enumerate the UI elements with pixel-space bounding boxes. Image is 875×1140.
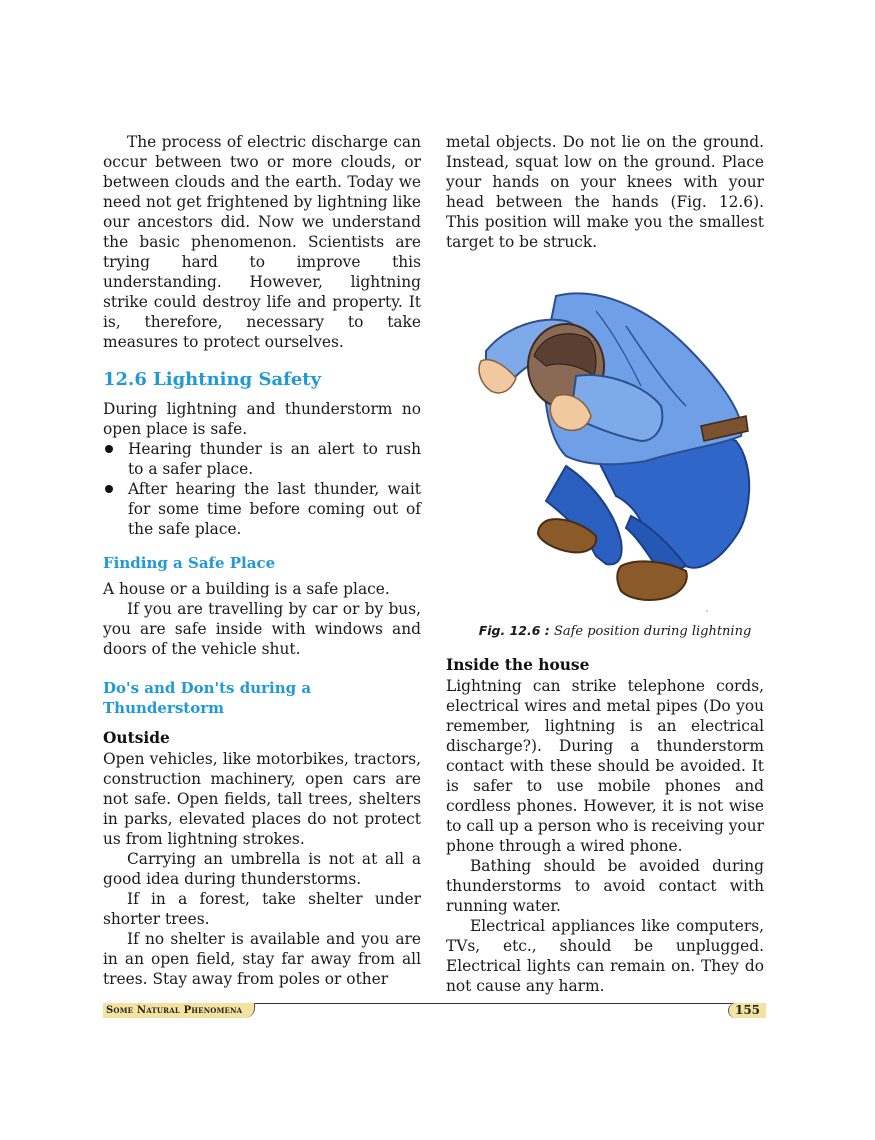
outside-paragraph: Open vehicles, like motorbikes, tractors, construction machinery, open cars are not safe. Open fields, tall trees, shelters in parks, elevated places do not protect us from lightning strokes.: [103, 750, 421, 848]
subsection-title-dos-donts: Do's and Don'ts during a Thunderstorm: [103, 679, 312, 717]
safe-place-paragraph: A house or a building is a safe place.: [103, 580, 390, 598]
bullet-icon: [105, 445, 113, 453]
right-column: [446, 132, 764, 996]
inside-paragraph: Bathing should be avoided during thunderstorms to avoid contact with running water.: [446, 857, 764, 915]
outside-paragraph: Carrying an umbrella is not at all a good idea during thunderstorms.: [103, 850, 421, 888]
inside-paragraph: Electrical appliances like computers, TVs, etc., should be unplugged. Electrical lights can remain on. They do not cause any harm.: [446, 917, 764, 995]
crouching-man-illustration: [446, 266, 764, 620]
subsection-title-safe-place: Finding a Safe Place: [103, 554, 276, 572]
footer-chapter-tab: Some Natural Phenomena: [103, 1003, 255, 1018]
figure-caption: [466, 622, 764, 641]
outside-paragraph: If in a forest, take shelter under shorter trees.: [103, 890, 421, 928]
inside-paragraph: Lightning can strike telephone cords, electrical wires and metal pipes (Do you remember, lightning is an electrical discharge?). During a thunderstorm contact with these should be avoided. It is safer to use mobile phones and cordless phones. However, it is not wise to call up a person who is receiving your phone through a wired phone.: [446, 677, 764, 855]
bullet-icon: [105, 485, 113, 493]
inside-heading: Inside the house: [446, 656, 590, 674]
figure-label: Fig. 12.6 :: [478, 623, 550, 638]
intro-paragraph: The process of electric discharge can occur between two or more clouds, or between clouds and the earth. Today we need not get frightened by lightning like our ancestors did. Now we understand the basic phenomenon. Scientists are trying hard to improve this understanding. However, lightning strike could destroy life and property. It is, therefore, necessary to take measures to protect ourselves.: [103, 133, 421, 351]
list-item: After hearing the last thunder, wait for some time before coming out of the safe place.: [103, 479, 421, 539]
safe-place-paragraph: If you are travelling by car or by bus, you are safe inside with windows and doors of the vehicle shut.: [103, 600, 421, 658]
section-intro: During lightning and thunderstorm no open place is safe.: [103, 400, 421, 438]
safety-bullet-list: [103, 439, 421, 539]
left-column: [103, 132, 421, 989]
figure-crouching-man: [446, 266, 764, 620]
list-item: Hearing thunder is an alert to rush to a safer place.: [103, 439, 421, 479]
section-title: 12.6 Lightning Safety: [103, 369, 322, 390]
continued-paragraph: metal objects. Do not lie on the ground. Instead, squat low on the ground. Place your hands on your knees with your head between the hands (Fig. 12.6). This position will make you the smallest target to be struck.: [446, 133, 764, 251]
page-number: 155: [728, 1003, 766, 1018]
figure-caption-text: Safe position during lightning: [553, 624, 752, 639]
outside-paragraph: If no shelter is available and you are in an open field, stay far away from all trees. Stay away from poles or other: [103, 930, 421, 988]
outside-heading: Outside: [103, 729, 170, 747]
